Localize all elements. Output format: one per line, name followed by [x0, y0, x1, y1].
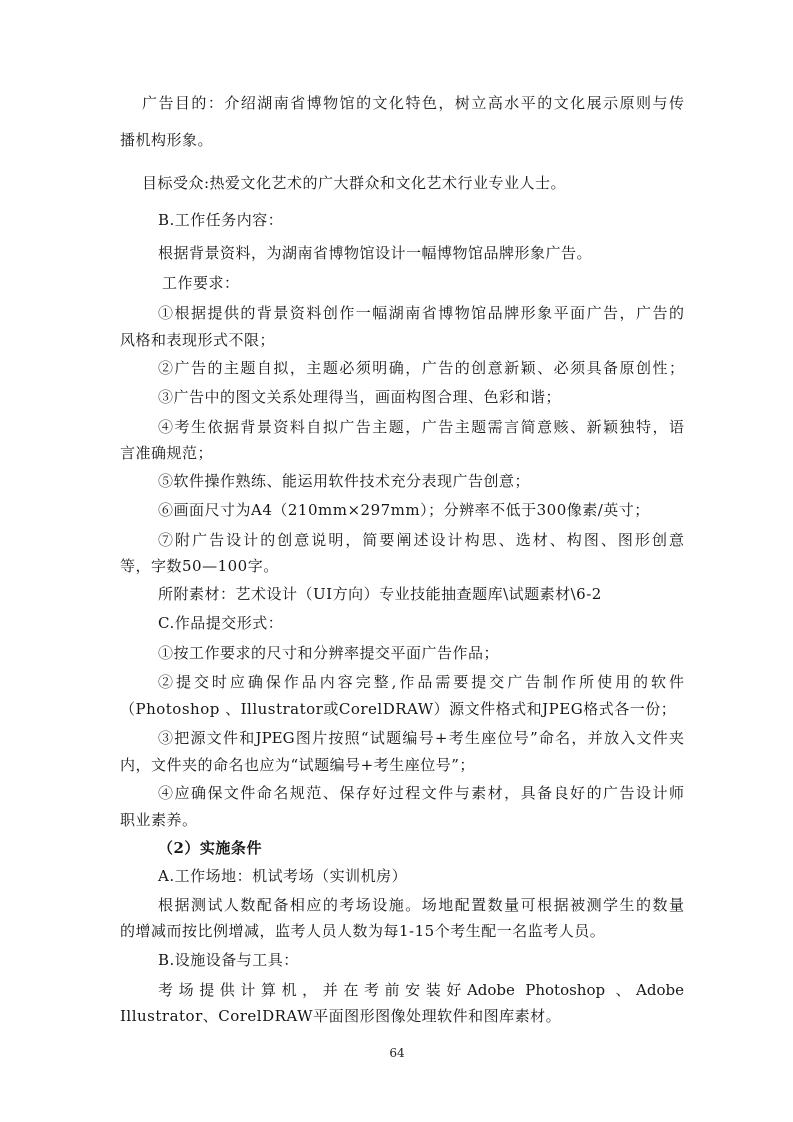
requirement-1-line-1: ①根据提供的背景资料创作一幅湖南省博物馆品牌形象平面广告，广告的 — [158, 304, 684, 322]
submission-item-2-line-2: （Photoshop 、Illustrator或CorelDRAW）源文件格式和JPEG格式各一份； — [120, 700, 677, 718]
target-audience: 目标受众:热爱文化艺术的广大群众和文化艺术行业专业人士。 — [142, 174, 567, 192]
submission-item-4-line-2: 职业素养。 — [120, 811, 198, 829]
page-number: 64 — [389, 1046, 405, 1060]
requirement-4-line-2: 言准确规范； — [120, 444, 214, 462]
equipment-text-line-1: 考场提供计算机，并在考前安装好Adobe Photoshop 、Adobe — [158, 981, 684, 999]
submission-item-3-line-1: ③把源文件和JPEG图片按照“试题编号+考生座位号”命名，并放入文件夹 — [158, 729, 684, 747]
task-content-heading: B.工作任务内容： — [158, 211, 284, 229]
ad-purpose-line-2: 播机构形象。 — [120, 131, 214, 149]
requirement-7-line-2: 等，字数50—100字。 — [120, 557, 279, 575]
venue-text-line-1: 根据测试人数配备相应的考场设施。场地配置数量可根据被测学生的数量 — [158, 896, 684, 914]
task-description: 根据背景资料，为湖南省博物馆设计一幅博物馆品牌形象广告。 — [158, 244, 593, 262]
conditions-heading: （2）实施条件 — [158, 839, 262, 857]
requirement-3: ③广告中的图文关系处理得当，画面构图合理、色彩和谐； — [158, 388, 562, 406]
requirement-1-line-2: 风格和表现形式不限； — [120, 331, 276, 349]
submission-item-3-line-2: 内，文件夹的命名也应为“试题编号+考生座位号”； — [120, 756, 475, 774]
requirement-5: ⑤软件操作熟练、能运用软件技术充分表现广告创意； — [158, 472, 531, 490]
venue-text-line-2: 的增减而按比例增减，监考人员人数为每1-15个考生配一名监考人员。 — [120, 922, 606, 940]
requirements-label: 工作要求： — [162, 274, 240, 292]
requirement-4-line-1: ④考生依据背景资料自拟广告主题，广告主题需言简意赅、新颖独特，语 — [158, 418, 684, 436]
submission-item-1: ①按工作要求的尺寸和分辨率提交平面广告作品； — [158, 644, 500, 662]
equipment-text-line-2: Illustrator、CorelDRAW平面图形图像处理软件和图库素材。 — [120, 1007, 562, 1025]
equipment-heading: B.设施设备与工具： — [158, 951, 299, 969]
requirement-6: ⑥画面尺寸为A4（210mm×297mm）；分辨率不低于300像素/英寸； — [158, 501, 650, 519]
venue-heading: A.工作场地：机试考场（实训机房） — [158, 867, 408, 885]
materials-path: 所附素材：艺术设计（UI方向）专业技能抽查题库\试题素材\6-2 — [158, 585, 602, 603]
submission-heading: C.作品提交形式： — [158, 614, 284, 632]
ad-purpose-line-1: 广告目的：介绍湖南省博物馆的文化特色，树立高水平的文化展示原则与传 — [142, 94, 684, 112]
submission-item-4-line-1: ④应确保文件命名规范、保存好过程文件与素材，具备良好的广告设计师 — [158, 784, 684, 802]
requirement-7-line-1: ⑦附广告设计的创意说明，简要阐述设计构思、选材、构图、图形创意 — [158, 531, 684, 549]
submission-item-2-line-1: ②提交时应确保作品内容完整,作品需要提交广告制作所使用的软件 — [158, 673, 684, 691]
requirement-2: ②广告的主题自拟，主题必须明确，广告的创意新颖、必须具备原创性； — [158, 359, 684, 377]
